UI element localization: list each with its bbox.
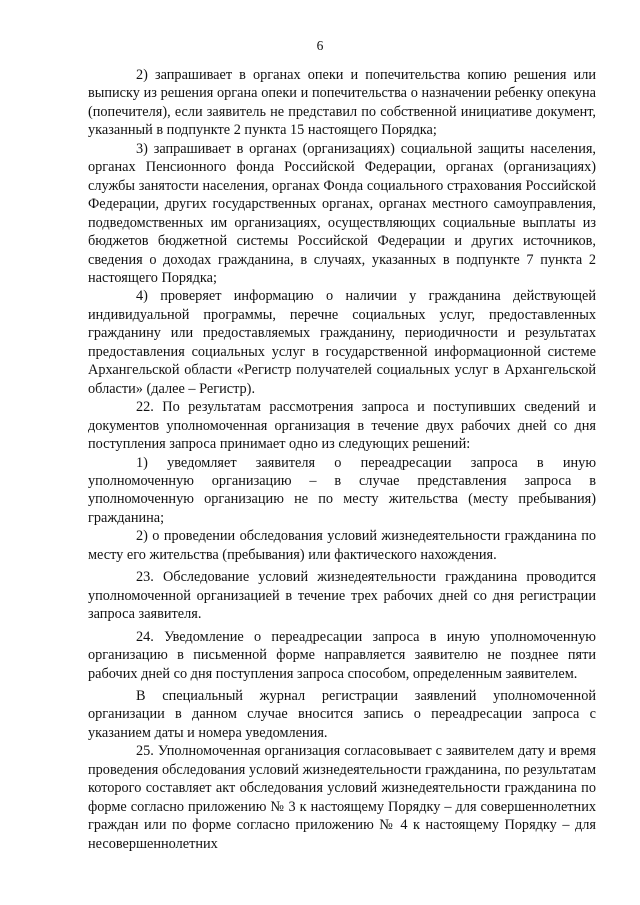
paragraph-decision-1: 1) уведомляет заявителя о переадресации запроса в иную уполномоченную организацию – в случае представления запроса в уполномоченную организацию не по месту жительства (месту пребывания) гражданина; — [88, 454, 596, 526]
paragraph-item-2-request-guardianship: 2) запрашивает в органах опеки и попечительства копию решения или выписку из решения органа опеки и попечительства о назначении ребенку опекуна (попечителя), если заявитель не представил по собственной инициативе документ, указанный в подпункте 2 пункта 15 настоящего Порядка; — [88, 67, 596, 139]
document-body — [88, 66, 596, 853]
page-number: 6 — [316, 38, 324, 53]
paragraph-clause-22: 22. По результатам рассмотрения запроса и поступивших сведений и документов уполномоченная организация в течение двух рабочих дней со дня поступления запроса принимает одно из следующих решений: — [88, 399, 596, 453]
paragraph-decision-2: 2) о проведении обследования условий жизнедеятельности гражданина по месту его жительства (пребывания) или фактического нахождения. — [88, 528, 596, 563]
paragraph-item-4-check-registry: 4) проверяет информацию о наличии у гражданина действующей индивидуальной программы, перечне социальных услуг, предоставленных гражданину или предоставляемых гражданину, периодичности и результатах предоставления социальных услуг в государственной информационной системе Архангельской области «Регистр получателей социальных услуг в Архангельской области» (далее – Регистр). — [88, 288, 596, 397]
paragraph-clause-24: 24. Уведомление о переадресации запроса в иную уполномоченную организацию в письменной форме направляется заявителю не позднее пяти рабочих дней со дня поступления запроса способом, определенным заявителем. — [88, 628, 596, 682]
paragraph-journal-entry: В специальный журнал регистрации заявлений уполномоченной организации в данном случае вносится запись о переадресации запроса с указанием даты и номера уведомления. — [88, 687, 596, 741]
paragraph-clause-25: 25. Уполномоченная организация согласовывает с заявителем дату и время проведения обследования условий жизнедеятельности гражданина, по результатам которого составляет акт обследования условий жизнедеятельности гражданина по форме согласно приложению № 3 к настоящему Порядку – для совершеннолетних граждан или по форме согласно приложению № 4 к настоящему Порядку – для несовершеннолетних — [88, 743, 596, 852]
paragraph-clause-23: 23. Обследование условий жизнедеятельности гражданина проводится уполномоченной организацией в течение трех рабочих дней со дня регистрации запроса заявителя. — [88, 569, 596, 623]
paragraph-item-3-request-income: 3) запрашивает в органах (организациях) социальной защиты населения, органах Пенсионного фонда Российской Федерации, органах (организациях) службы занятости населения, органах Фонда социального страхования Российской Федерации, других государственных органах, органах местного самоуправления, подведомственных им организациях, осуществляющих социальные выплаты из бюджетов бюджетной системы Российской Федерации и других источников, сведения о доходах гражданина, в случаях, указанных в подпункте 7 пункта 2 настоящего Порядка; — [88, 140, 596, 286]
